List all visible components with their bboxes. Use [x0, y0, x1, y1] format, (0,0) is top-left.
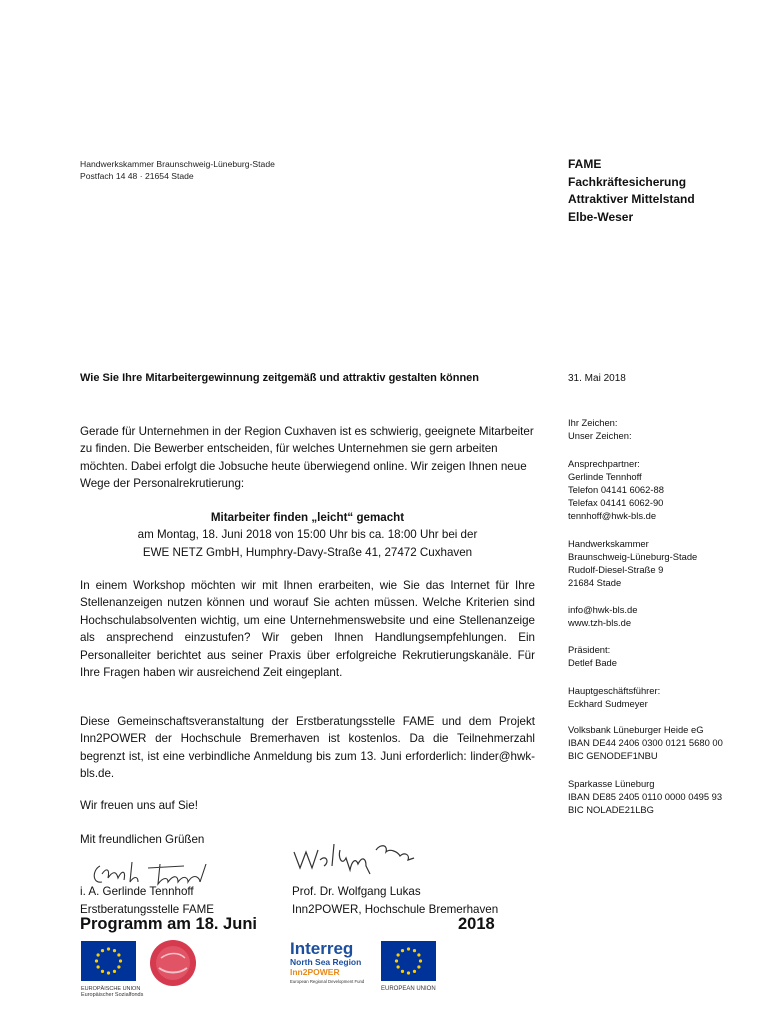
bank1-bic: BIC GENODEF1NBU: [568, 750, 658, 761]
ceo-name: Eckhard Sudmeyer: [568, 698, 648, 709]
eu-flag-icon: [81, 941, 136, 981]
sidebar-bank-2: [568, 777, 758, 816]
sidebar-organisation: [568, 537, 758, 589]
interreg-fund: European Regional Development Fund: [290, 979, 365, 984]
sender-line-2: Postfach 14 48 · 21654 Stade: [80, 171, 194, 181]
signature-lukas: [290, 838, 420, 878]
sender-address: [80, 158, 275, 182]
info-email[interactable]: info@hwk-bls.de: [568, 604, 638, 615]
org-line-2: Braunschweig-Lüneburg-Stade: [568, 551, 698, 562]
bank2-bic: BIC NOLADE21LBG: [568, 804, 654, 815]
contact-email[interactable]: tennhoff@hwk-bls.de: [568, 510, 657, 521]
event-title: Mitarbeiter finden „leicht“ gemacht: [210, 511, 405, 524]
contact-phone: Telefon 04141 6062-88: [568, 484, 664, 495]
sender-line-1: Handwerkskammer Braunschweig-Lüneburg-Stade: [80, 159, 275, 169]
president-name: Detlef Bade: [568, 657, 617, 668]
signer-right-name: Prof. Dr. Wolfgang Lukas: [292, 885, 421, 898]
org-line-1: Handwerkskammer: [568, 538, 649, 549]
event-block: [80, 509, 535, 561]
sidebar-president: [568, 643, 758, 669]
fame-title: FAME: [568, 157, 602, 171]
contact-name: Gerlinde Tennhoff: [568, 471, 642, 482]
sidebar-bank-1: [568, 723, 758, 762]
interreg-region: North Sea Region: [290, 957, 362, 967]
eu-left-caption-1: EUROPÄISCHE UNION: [81, 986, 141, 992]
eu-left-caption-2: Europäischer Sozialfonds: [81, 992, 144, 998]
program-heading: [80, 915, 500, 934]
our-reference: Unser Zeichen:: [568, 430, 632, 441]
signature-right: [292, 883, 498, 918]
program-label: Programm am 18. Juni: [80, 915, 257, 933]
fame-header: [568, 156, 695, 226]
contact-label: Ansprechpartner:: [568, 458, 640, 469]
event-place: EWE NETZ GmbH, Humphry-Davy-Straße 41, 27472 Cuxhaven: [142, 545, 473, 559]
president-label: Präsident:: [568, 644, 611, 655]
paragraph-closing: Wir freuen uns auf Sie!: [80, 799, 198, 812]
bank1-iban: IBAN DE44 2406 0300 0121 5680 00: [568, 737, 723, 748]
greeting: Mit freundlichen Grüßen: [80, 833, 205, 846]
bank2-iban: IBAN DE85 2405 0110 0000 0495 93: [568, 791, 723, 802]
signer-left-name: i. A. Gerlinde Tennhoff: [80, 885, 194, 898]
website-link[interactable]: www.tzh-bls.de: [568, 617, 632, 628]
interreg-title: Interreg: [290, 939, 354, 958]
letter-date: 31. Mai 2018: [568, 373, 626, 384]
signer-right-org: Inn2POWER, Hochschule Bremerhaven: [292, 902, 499, 916]
esf-circle-logo-icon: [145, 938, 201, 988]
fame-line-2: Fachkräftesicherung: [568, 174, 687, 189]
sidebar-ceo: [568, 684, 758, 710]
contact-fax: Telefax 04141 6062-90: [568, 497, 664, 508]
interreg-logo: [290, 940, 380, 985]
ceo-label: Hauptgeschäftsführer:: [568, 685, 661, 696]
org-line-4: 21684 Stade: [568, 577, 622, 588]
fame-line-3: Attraktiver Mittelstand: [568, 192, 695, 206]
bank1-name: Volksbank Lüneburger Heide eG: [568, 724, 704, 735]
org-line-3: Rudolf-Diesel-Straße 9: [568, 564, 664, 575]
sidebar-references: [568, 416, 758, 442]
paragraph-intro: Gerade für Unternehmen in der Region Cuxhaven ist es schwierig, geeignete Mitarbeiter zu finden. Die Bewerber entscheiden, für welches Unternehmen sie gern arbeiten möchten. Dabei erfolgt die Jobsuche heute überwiegend online. Wir zeigen Ihnen neue Wege der Personalrekrutierung:: [80, 425, 534, 491]
fame-line-4: Elbe-Weser: [568, 209, 634, 224]
sidebar-web: [568, 603, 758, 629]
interreg-project: Inn2POWER: [290, 967, 340, 977]
your-reference: Ihr Zeichen:: [568, 417, 618, 428]
sidebar-contact: [568, 457, 758, 522]
eu-right-caption: EUROPEAN UNION: [381, 986, 436, 992]
paragraph-registration: Diese Gemeinschaftsveranstaltung der Erstberatungsstelle FAME und dem Projekt Inn2POWER der Hochschule Bremerhaven ist kostenlos. Da die Teilnehmerzahl begrenzt ist, ist eine verbindliche Anmeldung bis zum 13. Juni erforderlich: linder@hwk-bls.de.: [80, 715, 535, 781]
eu-esf-logo: [81, 941, 143, 998]
bank2-name: Sparkasse Lüneburg: [568, 778, 655, 789]
signer-left-org: Erstberatungsstelle FAME: [80, 902, 215, 916]
paragraph-workshop: In einem Workshop möchten wir mit Ihnen erarbeiten, wie Sie das Internet für Ihre Stellenanzeigen nutzen können und worauf Sie achten müssen. Welche Kriterien sind Hochschulabsolventen wichtig, um eine Unternehmenswebsite und eine Stellenanzeige als ansprechend einzustufen? Wir geben Ihnen Handlungsempfehlungen. Ein Personalleiter berichtet aus seiner Praxis über erfolgreiche Rekrutierungskanäle. Für Ihre Fragen haben wir ausreichend Zeit eingeplant.: [80, 579, 535, 680]
program-year: 2018: [458, 915, 495, 933]
eu-logo-right: [381, 941, 436, 992]
letter-subject: Wie Sie Ihre Mitarbeitergewinnung zeitgemäß und attraktiv gestalten können: [80, 372, 480, 384]
signature-left: [80, 883, 214, 918]
event-time: am Montag, 18. Juni 2018 von 15:00 Uhr bis ca. 18:00 Uhr bei der: [137, 528, 478, 542]
eu-flag-icon: [381, 941, 436, 981]
